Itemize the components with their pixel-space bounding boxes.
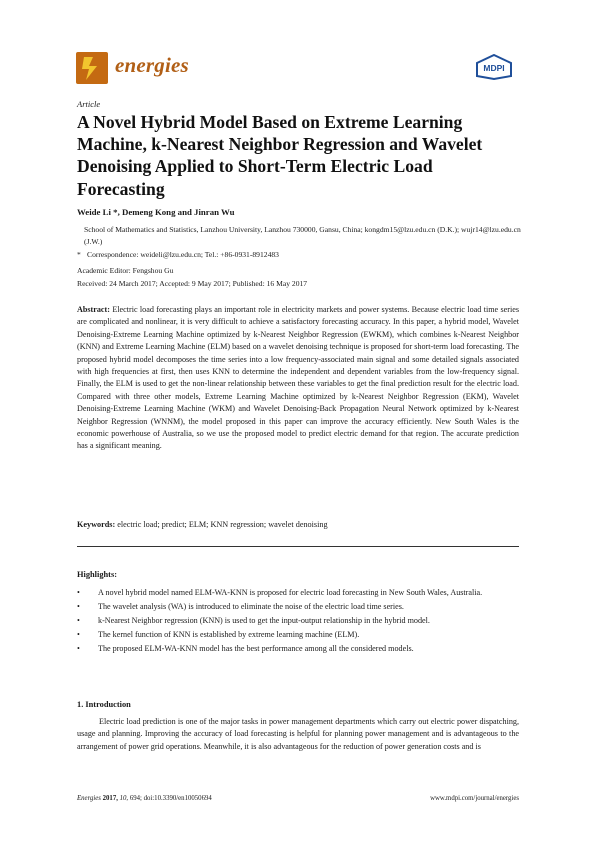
highlight-text: A novel hybrid model named ELM-WA-KNN is proposed for electric load forecasting in New South Wales, Australia. (98, 588, 483, 597)
mdpi-logo-text: MDPI (483, 63, 505, 73)
bullet-icon: • (77, 630, 80, 639)
bullet-icon: • (77, 616, 80, 625)
keywords-label: Keywords: (77, 520, 116, 529)
introduction-heading: 1. Introduction (77, 700, 131, 709)
highlights-title: Highlights: (77, 570, 118, 579)
article-title: A Novel Hybrid Model Based on Extreme Learning Machine, k-Nearest Neighbor Regression and Wavelet Denoising Applied to Short-Term Electric Load Forecasting (77, 112, 483, 199)
lightning-bolt-icon (76, 52, 108, 84)
bullet-icon: • (77, 644, 80, 653)
abstract (77, 304, 519, 453)
highlight-item (77, 601, 519, 613)
footer-year: 2017, (102, 795, 118, 802)
bullet-icon: • (77, 602, 80, 611)
affiliation: School of Mathematics and Statistics, Lanzhou University, Lanzhou 730000, Gansu, China; kongdm15@lzu.edu.cn (D.K.); wujr14@lzu.edu.cn (J.W.) (84, 225, 521, 247)
correspondence (77, 249, 517, 261)
correspondence-text[interactable]: Correspondence: weideli@lzu.edu.cn; Tel.: +86-0931-8912483 (87, 250, 279, 259)
highlight-text: The wavelet analysis (WA) is introduced to eliminate the noise of the electric load time series. (98, 602, 404, 611)
mdpi-logo (474, 54, 514, 80)
bullet-icon: • (77, 588, 80, 597)
keywords-text: electric load; predict; ELM; KNN regression; wavelet denoising (117, 520, 328, 529)
highlight-text: The kernel function of KNN is established by extreme learning machine (ELM). (98, 630, 360, 639)
abstract-label: Abstract: (77, 305, 110, 314)
section-divider (77, 546, 519, 547)
introduction-text: Electric load prediction is one of the major tasks in power management departments which carry out electric power dispatching, usage and planning. Improving the accuracy of load forecasting is helpful for planning power management and is advantageous to the arrangement of power grid operations. Meanwhile, it is also advantageous for the reduction of power generation costs and is (77, 717, 519, 751)
highlight-text: k-Nearest Neighbor regression (KNN) is used to get the input-output relationship in the hybrid model. (98, 616, 430, 625)
highlight-item (77, 629, 519, 641)
author-list: Weide Li *, Demeng Kong and Jinran Wu (77, 207, 235, 217)
abstract-text: Electric load forecasting plays an important role in electricity markets and power systems. Because electric load time series are complicated and nonlinear, it is very difficult to achieve a satisfactory forecasting accuracy. In this paper, a hybrid model, Wavelet Denoising-Extreme Learning Machine optimized by k-Nearest Neighbor Regression (EWKM), which combines k-Nearest Neighbor (KNN) and Extreme Learning Machine (ELM) based on a wavelet denoising technique is proposed for short-term load forecasting. The proposed hybrid model decomposes the time series into a low frequency-associated main signal and some detailed signals associated with high frequencies at first, then uses KNN to determine the independent and dependent variables from the low-frequency signal. Finally, the ELM is used to get the non-linear relationship between these variables to get the final prediction result for the electric load. Compared with three other models, Extreme Learning Machine optimized by k-Nearest Neighbor Regression (EKM), Wavelet Denoising-Extreme Learning Machine (WKM) and Wavelet Denoising-Back Propagation Neural Network optimized by k-Nearest Neighbor Regression (WNNM), the model proposed in this paper can improve the accuracy efficiently. New South Wales is the economic powerhouse of Australia, so we use the proposed model to predict electric demand for that region. The accurate prediction has a significant meaning. (77, 305, 519, 451)
journal-name: energies (115, 53, 189, 77)
citation-footer (77, 795, 212, 802)
highlight-item (77, 615, 519, 627)
highlights-list (77, 587, 519, 657)
article-type-label: Article (77, 99, 101, 109)
journal-logo (76, 52, 108, 84)
correspondence-mark: * (77, 250, 81, 259)
keywords (77, 520, 519, 529)
footer-journal: Energies (77, 795, 101, 802)
highlight-item (77, 587, 519, 599)
publication-dates: Received: 24 March 2017; Accepted: 9 May 2017; Published: 16 May 2017 (77, 279, 308, 288)
journal-url-link[interactable]: www.mdpi.com/journal/energies (430, 795, 519, 802)
footer-volume: 10, (119, 795, 129, 802)
highlight-item (77, 643, 519, 655)
highlight-text: The proposed ELM-WA-KNN model has the best performance among all the considered models. (98, 644, 414, 653)
academic-editor: Academic Editor: Fengshou Gu (77, 266, 174, 275)
footer-doi[interactable]: 694; doi:10.3390/en10050694 (129, 795, 212, 802)
